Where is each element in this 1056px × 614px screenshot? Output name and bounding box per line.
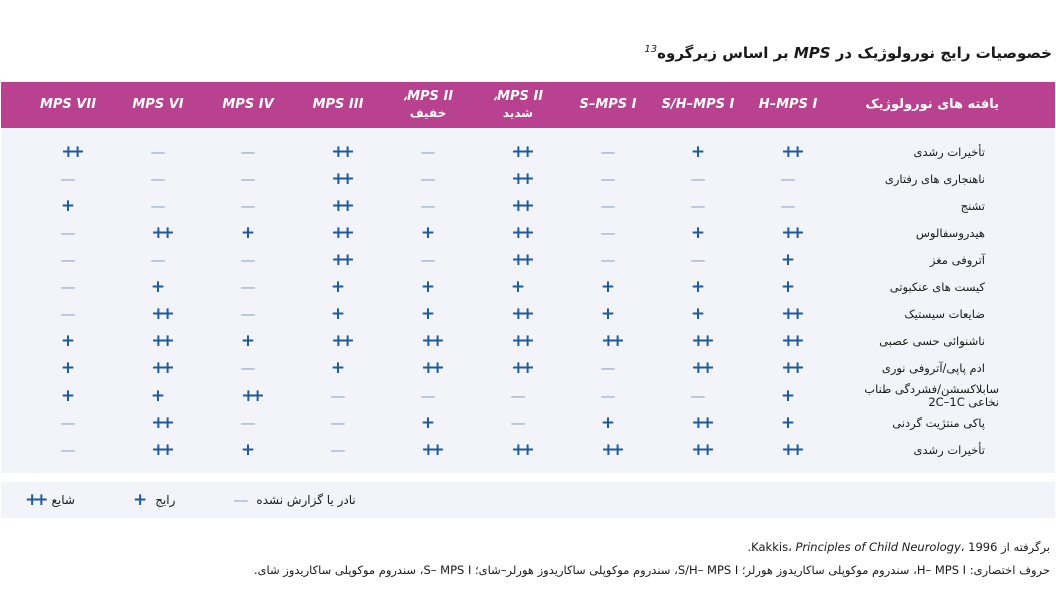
dash-icon: — <box>60 441 76 459</box>
header-findings: یافته های نورولوژیک <box>865 97 999 112</box>
source-note: برگرفته از Kakkis، Principles of Child Neurology، 1996. <box>747 540 1050 554</box>
dash-icon: — <box>600 197 616 215</box>
dash-icon: — <box>780 197 796 215</box>
header-column-name: MPS II، <box>402 89 454 104</box>
plus-icon: + <box>240 223 256 243</box>
table-cell <box>743 301 833 327</box>
finding-label: سابلاکسشن/فشردگی طناب نخاعی 2C–1C <box>864 382 999 409</box>
table-cell <box>383 139 473 165</box>
legend-frequent <box>133 490 175 510</box>
table-cell <box>743 193 833 219</box>
plus-icon: + <box>60 331 76 351</box>
plus-icon: + <box>60 386 76 406</box>
dash-icon: — <box>690 197 706 215</box>
table-row <box>1 301 1055 327</box>
dash-icon: — <box>780 170 796 188</box>
double-plus-icon: ++ <box>25 490 44 510</box>
table-cell <box>473 355 563 381</box>
table-cell <box>563 355 653 381</box>
table-cell <box>293 274 383 300</box>
dash-icon: — <box>150 197 166 215</box>
header-column-name: S–MPS I <box>579 97 637 112</box>
table-cell <box>653 247 743 273</box>
finding-label: تشنج <box>960 198 985 213</box>
plus-icon: + <box>150 386 166 406</box>
dash-icon: — <box>420 143 436 161</box>
dash-icon: — <box>600 359 616 377</box>
double-plus-icon: ++ <box>331 250 350 270</box>
double-plus-icon: ++ <box>241 386 260 406</box>
double-plus-icon: ++ <box>781 304 800 324</box>
table-cell <box>293 247 383 273</box>
plus-icon: + <box>420 223 436 243</box>
table-cell <box>653 355 743 381</box>
table-row <box>1 383 1055 409</box>
plus-icon: + <box>330 304 346 324</box>
double-plus-icon: ++ <box>421 331 440 351</box>
legend-rare <box>233 491 355 509</box>
header-column-name: MPS VI <box>132 97 184 112</box>
table-row <box>1 247 1055 273</box>
dash-icon: — <box>690 170 706 188</box>
double-plus-icon: ++ <box>151 413 170 433</box>
table-cell <box>473 328 563 354</box>
dash-icon: — <box>150 170 166 188</box>
double-plus-icon: ++ <box>511 142 530 162</box>
table-cell <box>113 355 203 381</box>
dash-icon: — <box>240 197 256 215</box>
table-cell <box>743 437 833 463</box>
plus-icon: + <box>600 413 616 433</box>
table-row <box>1 437 1055 463</box>
table-cell <box>743 328 833 354</box>
table-cell <box>743 166 833 192</box>
dash-icon: — <box>60 305 76 323</box>
header-column-name: MPS III <box>312 97 364 112</box>
table-cell <box>473 410 563 436</box>
dash-icon: — <box>510 414 526 432</box>
table-cell <box>23 274 113 300</box>
table-cell <box>653 274 743 300</box>
table-cell <box>653 220 743 246</box>
double-plus-icon: ++ <box>781 358 800 378</box>
table-cell <box>113 139 203 165</box>
finding-label: کیست های عنکبوتی <box>889 279 985 294</box>
table-cell <box>473 193 563 219</box>
table-cell <box>563 383 653 409</box>
table-cell <box>113 193 203 219</box>
dash-icon: — <box>60 170 76 188</box>
table-cell <box>563 247 653 273</box>
table-cell <box>113 274 203 300</box>
table-cell <box>653 410 743 436</box>
double-plus-icon: ++ <box>331 331 350 351</box>
header-column-sub: خفیف <box>409 106 447 120</box>
double-plus-icon: ++ <box>601 331 620 351</box>
header-column <box>383 82 473 128</box>
table-row <box>1 410 1055 436</box>
double-plus-icon: ++ <box>421 440 440 460</box>
double-plus-icon: ++ <box>781 331 800 351</box>
table-cell <box>383 383 473 409</box>
table-cell <box>203 328 293 354</box>
header-column-sub: شدید <box>502 106 534 120</box>
table-cell <box>743 355 833 381</box>
table-cell <box>653 328 743 354</box>
header-column <box>293 82 383 128</box>
table-cell <box>743 383 833 409</box>
double-plus-icon: ++ <box>691 331 710 351</box>
table-cell <box>473 437 563 463</box>
double-plus-icon: ++ <box>511 304 530 324</box>
dash-icon: — <box>690 387 706 405</box>
plus-icon: + <box>240 440 256 460</box>
table-cell <box>293 139 383 165</box>
dash-icon: — <box>330 414 346 432</box>
table-cell <box>203 166 293 192</box>
double-plus-icon: ++ <box>421 358 440 378</box>
table-cell <box>203 355 293 381</box>
double-plus-icon: ++ <box>511 196 530 216</box>
table-cell <box>383 193 473 219</box>
table-cell <box>23 410 113 436</box>
table-row <box>1 220 1055 246</box>
header-column <box>563 82 653 128</box>
table-cell <box>383 247 473 273</box>
double-plus-icon: ++ <box>511 440 530 460</box>
table-cell <box>293 437 383 463</box>
double-plus-icon: ++ <box>511 223 530 243</box>
table-row <box>1 328 1055 354</box>
table-row <box>1 139 1055 165</box>
plus-icon: + <box>420 304 436 324</box>
dash-icon: — <box>600 170 616 188</box>
plus-icon: + <box>510 277 526 297</box>
table-cell <box>23 301 113 327</box>
table-cell <box>653 383 743 409</box>
dash-icon: — <box>510 387 526 405</box>
finding-label: تأخیرات رشدی <box>913 442 985 457</box>
dash-icon: — <box>240 278 256 296</box>
table-cell <box>473 247 563 273</box>
double-plus-icon: ++ <box>511 358 530 378</box>
plus-icon: + <box>690 142 706 162</box>
rare-dash-icon: — <box>233 491 249 509</box>
plus-icon: + <box>690 223 706 243</box>
dash-icon: — <box>600 224 616 242</box>
header-column <box>473 82 563 128</box>
double-plus-icon: ++ <box>151 331 170 351</box>
table-cell <box>383 301 473 327</box>
legend-common-label: شایع <box>51 493 75 507</box>
table-cell <box>653 437 743 463</box>
table-cell <box>563 193 653 219</box>
double-plus-icon: ++ <box>511 169 530 189</box>
table-cell <box>113 383 203 409</box>
table-cell <box>383 220 473 246</box>
table-row <box>1 274 1055 300</box>
dash-icon: — <box>60 414 76 432</box>
dash-icon: — <box>330 387 346 405</box>
table-cell <box>203 301 293 327</box>
plus-icon: + <box>600 277 616 297</box>
table-cell <box>563 328 653 354</box>
table-cell <box>293 193 383 219</box>
finding-label: ادم پاپی/آتروفی نوری <box>881 360 985 375</box>
table-cell <box>23 247 113 273</box>
dash-icon: — <box>60 224 76 242</box>
plus-icon: + <box>420 413 436 433</box>
plus-icon: + <box>240 331 256 351</box>
plus-icon: + <box>330 358 346 378</box>
header-column <box>743 82 833 128</box>
double-plus-icon: ++ <box>511 331 530 351</box>
finding-label: تأخیرات رشدی <box>913 144 985 159</box>
finding-label: ناشنوائی حسی عصبی <box>879 333 985 348</box>
table-cell <box>293 328 383 354</box>
dash-icon: — <box>150 251 166 269</box>
plus-icon: + <box>780 386 796 406</box>
dash-icon: — <box>240 359 256 377</box>
table-cell <box>203 139 293 165</box>
plus-icon: + <box>690 277 706 297</box>
double-plus-icon: ++ <box>601 440 620 460</box>
header-column <box>203 82 293 128</box>
table-cell <box>113 301 203 327</box>
table-cell <box>563 139 653 165</box>
table-cell <box>23 166 113 192</box>
double-plus-icon: ++ <box>151 304 170 324</box>
double-plus-icon: ++ <box>61 142 80 162</box>
table-cell <box>293 220 383 246</box>
finding-label: هیدروسفالوس <box>915 225 985 240</box>
table-cell <box>293 166 383 192</box>
table-cell <box>23 328 113 354</box>
table-cell <box>113 410 203 436</box>
table-cell <box>563 437 653 463</box>
plus-icon: + <box>780 277 796 297</box>
table-cell <box>23 139 113 165</box>
table-cell <box>383 437 473 463</box>
table-cell <box>203 410 293 436</box>
table-cell <box>473 139 563 165</box>
table-cell <box>473 166 563 192</box>
table-cell <box>563 301 653 327</box>
dash-icon: — <box>240 251 256 269</box>
plus-icon: + <box>600 304 616 324</box>
table-cell <box>563 410 653 436</box>
legend-common <box>20 490 75 510</box>
table-cell <box>113 220 203 246</box>
table-cell <box>743 220 833 246</box>
header-column-name: MPS VII <box>39 97 97 112</box>
table-cell <box>23 220 113 246</box>
table-cell <box>23 193 113 219</box>
table-cell <box>473 220 563 246</box>
table-cell <box>293 301 383 327</box>
abbreviations-note: حروف اختصاری: H– MPS I، سندروم موکوپلی ساکاریدوز هورلر؛ S/H– MPS I، سندروم موکوپلی ساکاریدوز هورلر–شای؛ S– MPS I، سندروم موکوپلی ساکاریدوز شای. <box>253 563 1050 577</box>
table-cell <box>653 193 743 219</box>
table-cell <box>653 166 743 192</box>
finding-label: پاکی منتژیت گردنی <box>892 415 985 430</box>
table-cell <box>383 410 473 436</box>
table-cell <box>203 247 293 273</box>
dash-icon: — <box>330 441 346 459</box>
header-column-name: MPS II، <box>492 89 544 104</box>
table-cell <box>23 355 113 381</box>
header-column <box>23 82 113 128</box>
double-plus-icon: ++ <box>781 223 800 243</box>
header-column-name: MPS IV <box>222 97 274 112</box>
table-cell <box>653 139 743 165</box>
table-cell <box>563 220 653 246</box>
plus-icon: + <box>60 196 76 216</box>
table-cell <box>743 247 833 273</box>
dash-icon: — <box>240 143 256 161</box>
legend-rare-label: نادر یا گزارش نشده <box>256 493 356 507</box>
finding-label: ضایعات سیستیک <box>904 306 985 321</box>
dash-icon: — <box>240 305 256 323</box>
table-cell <box>473 301 563 327</box>
table-cell <box>383 274 473 300</box>
table-cell <box>113 328 203 354</box>
table-cell <box>653 301 743 327</box>
plus-icon: + <box>780 250 796 270</box>
double-plus-icon: ++ <box>151 440 170 460</box>
table-row <box>1 166 1055 192</box>
plus-icon: + <box>330 277 346 297</box>
dash-icon: — <box>600 387 616 405</box>
header-column-name: H–MPS I <box>758 97 818 112</box>
double-plus-icon: ++ <box>331 142 350 162</box>
table-cell <box>203 193 293 219</box>
dash-icon: — <box>420 387 436 405</box>
header-column-name: S/H–MPS I <box>661 97 735 112</box>
double-plus-icon: ++ <box>511 250 530 270</box>
double-plus-icon: ++ <box>691 358 710 378</box>
table-cell <box>563 166 653 192</box>
dash-icon: — <box>240 170 256 188</box>
plus-icon: + <box>780 413 796 433</box>
table-cell <box>23 383 113 409</box>
table-cell <box>113 437 203 463</box>
legend-frequent-label: رایج <box>155 493 176 507</box>
legend <box>20 490 356 510</box>
plus-icon: + <box>690 304 706 324</box>
dash-icon: — <box>60 278 76 296</box>
plus-icon: + <box>150 277 166 297</box>
dash-icon: — <box>420 197 436 215</box>
table-cell <box>203 274 293 300</box>
dash-icon: — <box>600 143 616 161</box>
table-cell <box>113 247 203 273</box>
plus-icon: + <box>132 490 148 510</box>
table-header-row <box>1 82 1055 128</box>
table-cell <box>203 220 293 246</box>
double-plus-icon: ++ <box>331 223 350 243</box>
header-column <box>653 82 743 128</box>
table-cell <box>383 328 473 354</box>
plus-icon: + <box>60 358 76 378</box>
table-cell <box>383 355 473 381</box>
table-cell <box>293 410 383 436</box>
table-title: خصوصیات رایج نورولوژیک در MPS بر اساس زیرگروه$^{13}$ <box>644 44 1052 62</box>
table-cell <box>743 410 833 436</box>
table-cell <box>563 274 653 300</box>
table-cell <box>203 383 293 409</box>
finding-label: ناهنجاری های رفتاری <box>884 171 985 186</box>
header-column <box>113 82 203 128</box>
dash-icon: — <box>420 251 436 269</box>
table-cell <box>743 274 833 300</box>
table-row <box>1 355 1055 381</box>
table-cell <box>23 437 113 463</box>
double-plus-icon: ++ <box>151 358 170 378</box>
table-cell <box>743 139 833 165</box>
dash-icon: — <box>150 143 166 161</box>
table-cell <box>383 166 473 192</box>
finding-label: آتروفی مغز <box>929 252 985 267</box>
table-cell <box>473 383 563 409</box>
table-row <box>1 193 1055 219</box>
double-plus-icon: ++ <box>691 440 710 460</box>
table-cell <box>293 355 383 381</box>
table-cell <box>203 437 293 463</box>
table-cell <box>293 383 383 409</box>
table-cell <box>113 166 203 192</box>
double-plus-icon: ++ <box>331 196 350 216</box>
table-cell <box>473 274 563 300</box>
dash-icon: — <box>690 251 706 269</box>
dash-icon: — <box>60 251 76 269</box>
dash-icon: — <box>420 170 436 188</box>
dash-icon: — <box>240 414 256 432</box>
double-plus-icon: ++ <box>781 142 800 162</box>
dash-icon: — <box>600 251 616 269</box>
plus-icon: + <box>420 277 436 297</box>
double-plus-icon: ++ <box>151 223 170 243</box>
double-plus-icon: ++ <box>781 440 800 460</box>
double-plus-icon: ++ <box>691 413 710 433</box>
double-plus-icon: ++ <box>331 169 350 189</box>
